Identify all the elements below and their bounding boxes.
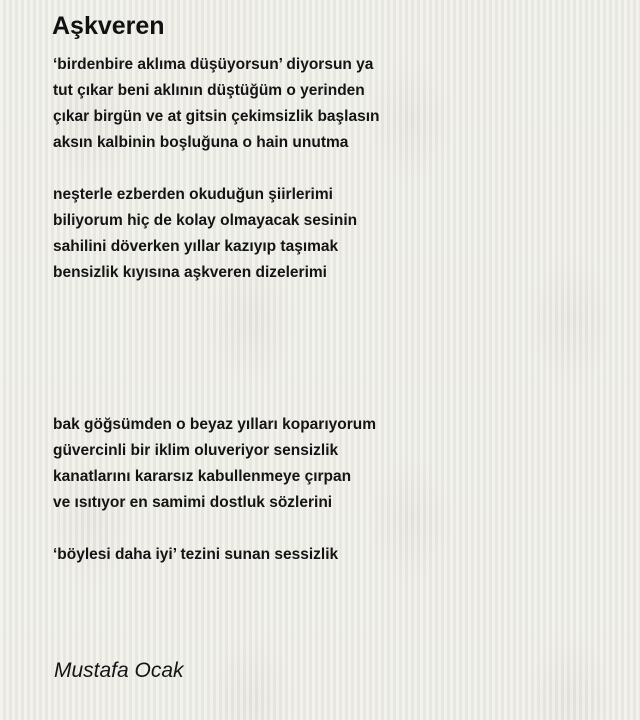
poem-line: bensizlik kıyısına aşkveren dizelerimi [53,264,327,281]
poem-line: ‘böylesi daha iyi’ tezini sunan sessizlik [53,546,339,563]
stanza-4 [53,542,338,568]
poem-line: ve ısıtıyor en samimi dostluk sözlerini [53,494,333,511]
poem-line: güvercinli bir iklim oluveriyor sensizlik [53,442,339,459]
poem-line: sahilini döverken yıllar kazıyıp taşımak [53,238,339,255]
poem-line: tut çıkar beni aklının düştüğüm o yerinden [53,82,365,99]
poem-line: çıkar birgün ve at gitsin çekimsizlik başlasın [53,108,380,125]
stanza-2 [53,182,357,286]
stanza-3 [53,412,376,516]
poem-author: Mustafa Ocak [54,659,184,682]
poem-line: kanatlarını kararsız kabullenmeye çırpan [53,468,352,485]
poem-line: neşterle ezberden okuduğun şiirlerimi [53,186,333,203]
poem-title: Aşkveren [52,12,165,40]
poem-line: biliyorum hiç de kolay olmayacak sesinin [53,212,358,229]
poem-line: aksın kalbinin boşluğuna o hain unutma [53,134,349,151]
poem-line: bak göğsümden o beyaz yılları koparıyorum [53,416,377,433]
stanza-1 [53,52,380,156]
poem-line: ‘birdenbire aklıma düşüyorsun’ diyorsun ya [53,56,374,73]
